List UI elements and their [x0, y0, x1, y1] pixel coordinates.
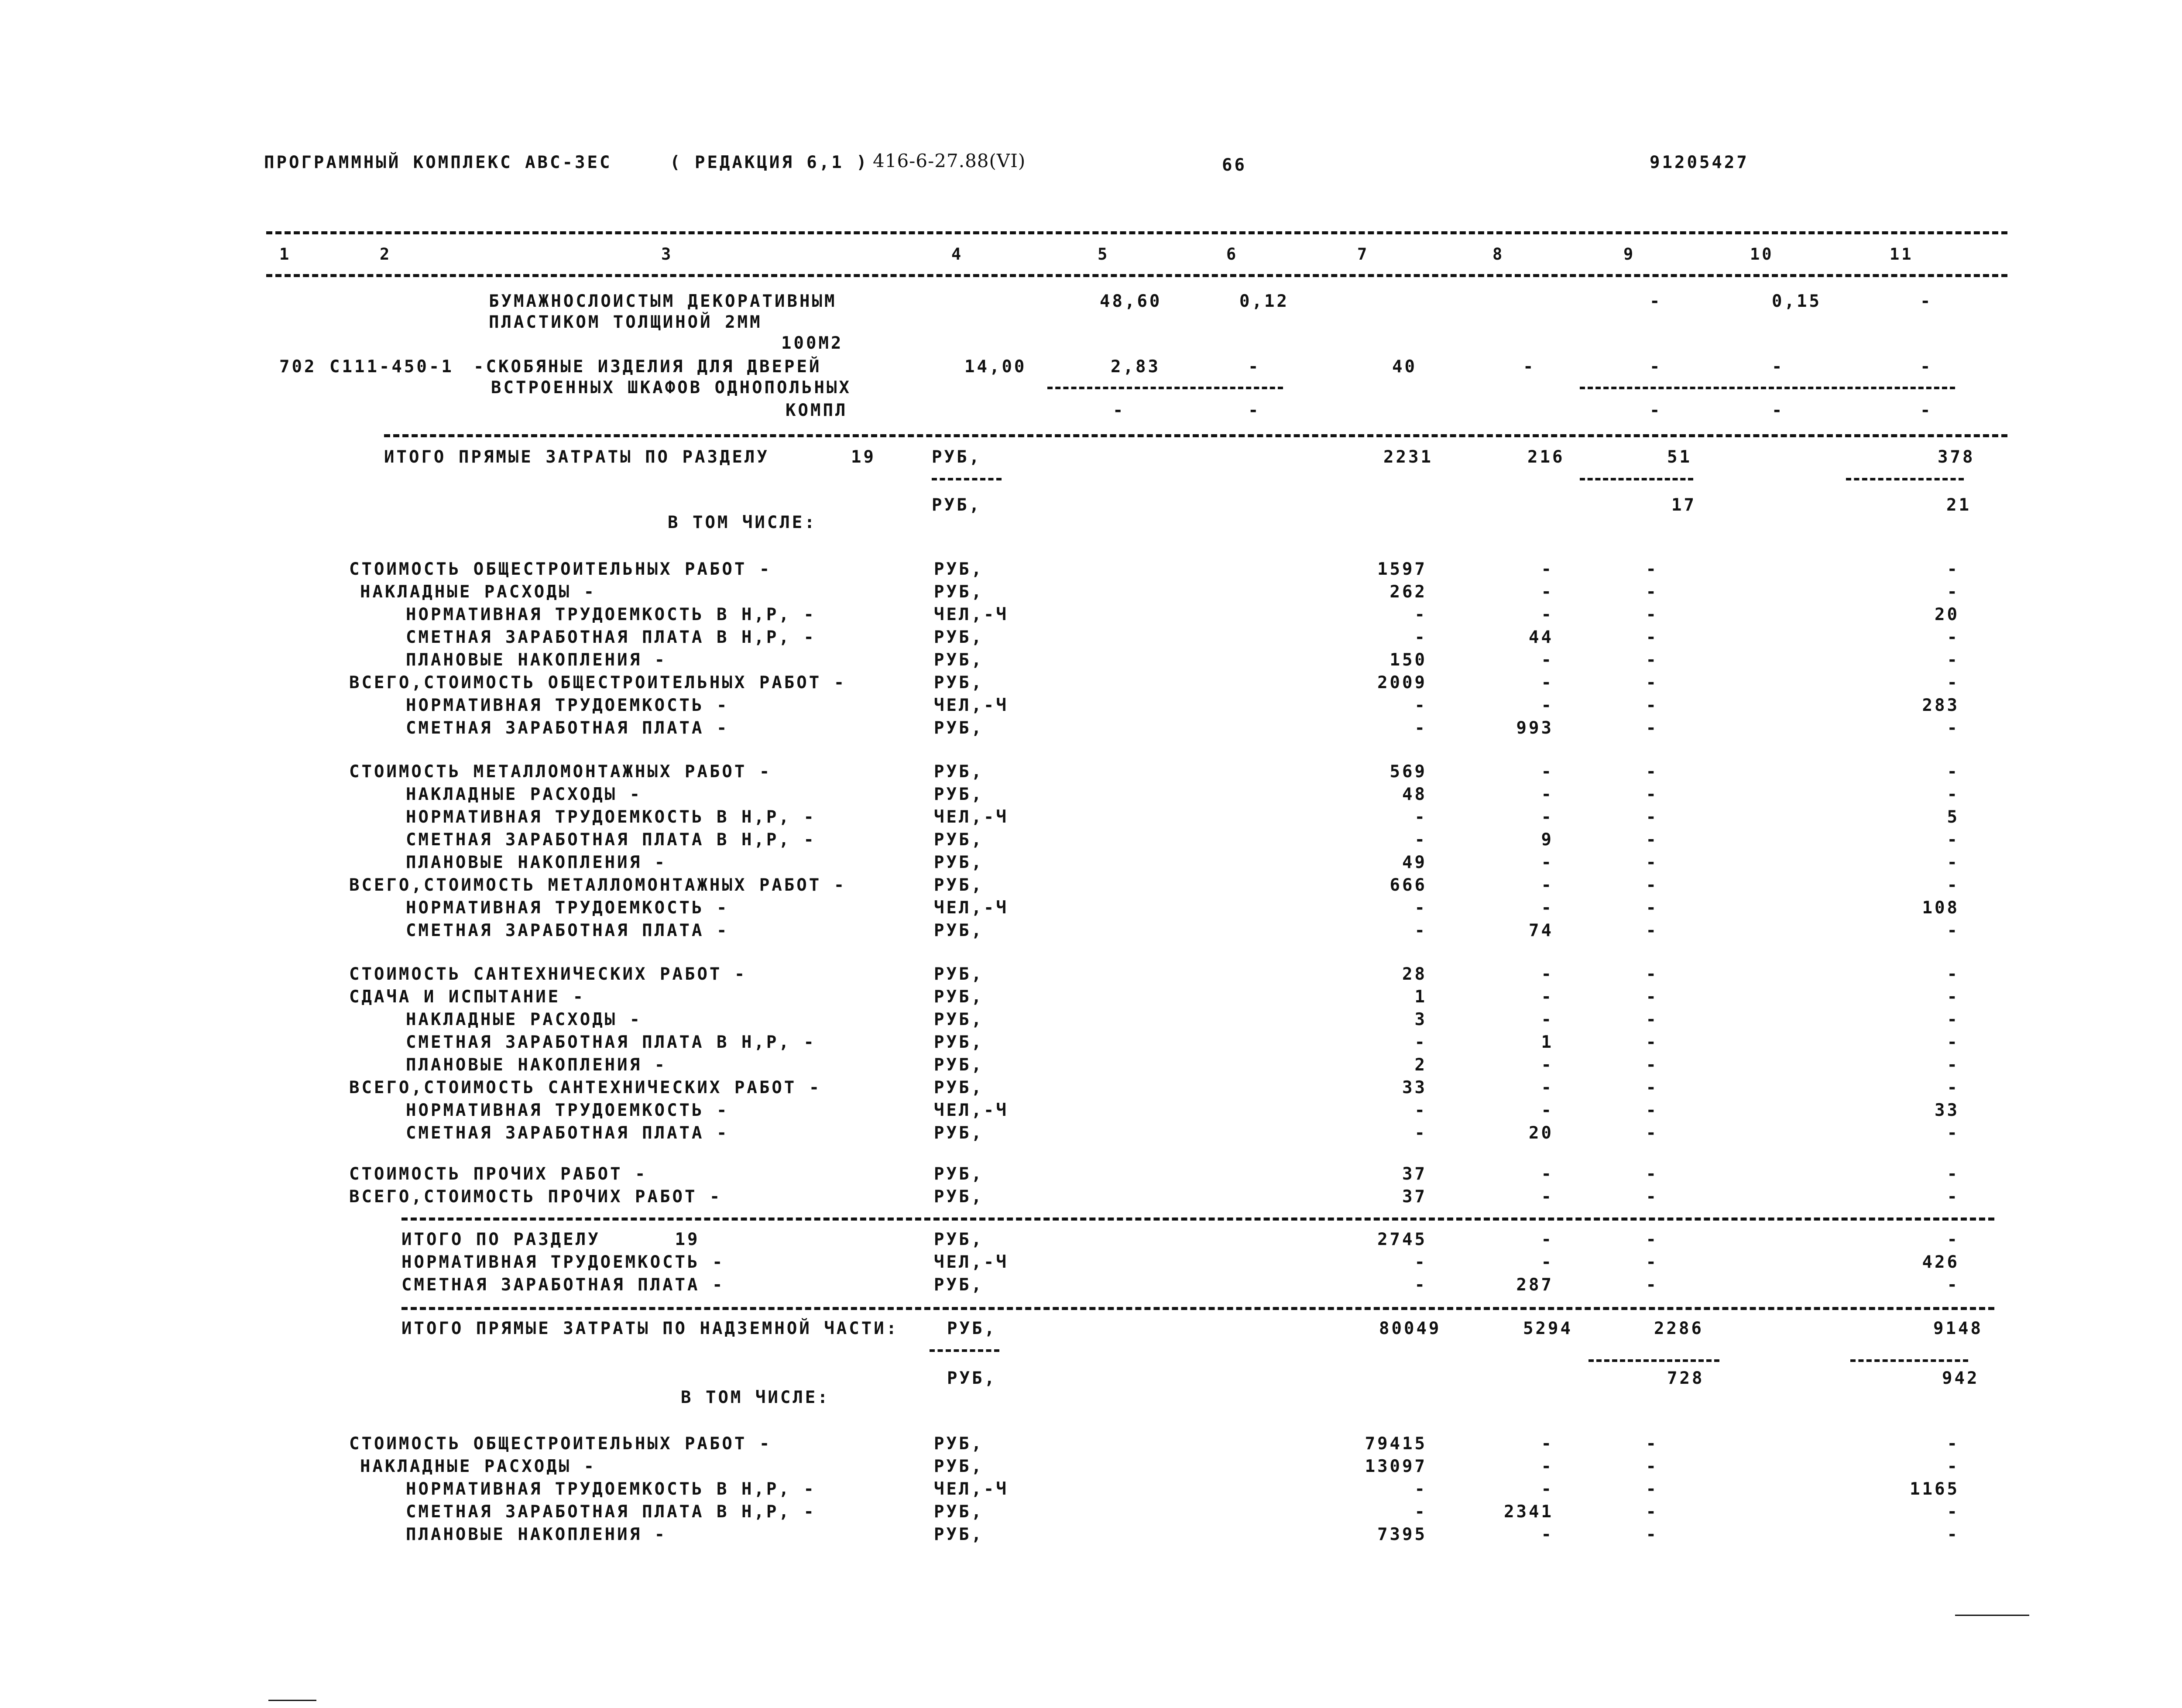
- row-col9: -: [1646, 1230, 1658, 1249]
- bottom-rule-right: [1955, 1615, 2029, 1616]
- row-col9: -: [1646, 650, 1658, 670]
- item-2-sub-col6: -: [1248, 401, 1261, 420]
- separator-header: [266, 274, 2007, 277]
- row-col9: -: [1646, 1123, 1658, 1143]
- row-col9: -: [1646, 559, 1658, 579]
- row-col7: 28: [1402, 964, 1427, 984]
- row-unit: РУБ,: [934, 921, 984, 940]
- row-col11: -: [1947, 628, 1959, 647]
- row-label: НАКЛАДНЫЕ РАСХОДЫ -: [360, 582, 597, 602]
- item-2-sub-col9: -: [1650, 401, 1662, 420]
- row-col7: 2745: [1377, 1230, 1427, 1249]
- item-2-line1: -СКОБЯНЫЕ ИЗДЕЛИЯ ДЛЯ ДВЕРЕЙ: [473, 357, 822, 377]
- row-label: НОРМАТИВНАЯ ТРУДОЕМКОСТЬ В Н,Р, -: [406, 605, 816, 624]
- row-col9: -: [1646, 964, 1658, 984]
- row-col7: -: [1414, 696, 1427, 715]
- col-header-5: 5: [1098, 245, 1110, 264]
- row-label: ПЛАНОВЫЕ НАКОПЛЕНИЯ -: [406, 1525, 667, 1544]
- direct-total-col9: 51: [1667, 447, 1692, 467]
- row-col8: 2341: [1504, 1502, 1554, 1522]
- item-2-sub-col10: -: [1772, 401, 1784, 420]
- row-label: НАКЛАДНЫЕ РАСХОДЫ -: [406, 785, 642, 804]
- row-col11: -: [1947, 1275, 1959, 1295]
- row-col9: -: [1646, 1187, 1658, 1207]
- row-col8: -: [1541, 762, 1554, 782]
- row-col9: -: [1646, 1252, 1658, 1272]
- row-unit: РУБ,: [934, 987, 984, 1007]
- row-col7: 262: [1389, 582, 1427, 602]
- row-col11: -: [1947, 1123, 1959, 1143]
- ground-total-unit-underline: [930, 1349, 999, 1352]
- row-col9: -: [1646, 921, 1658, 940]
- row-label: СМЕТНАЯ ЗАРАБОТНАЯ ПЛАТА -: [406, 921, 729, 940]
- row-col8: -: [1541, 582, 1554, 602]
- row-label: НОРМАТИВНАЯ ТРУДОЕМКОСТЬ -: [406, 696, 729, 715]
- ground-total-col7: 80049: [1379, 1319, 1441, 1338]
- col-header-4: 4: [951, 245, 964, 264]
- ground-total-including: В ТОМ ЧИСЛЕ:: [681, 1388, 830, 1407]
- row-col7: -: [1414, 1275, 1427, 1295]
- row-col11: -: [1947, 718, 1959, 738]
- direct-total-unit: РУБ,: [932, 447, 981, 467]
- row-label: СМЕТНАЯ ЗАРАБОТНАЯ ПЛАТА -: [406, 718, 729, 738]
- row-col9: -: [1646, 673, 1658, 693]
- row-col9: -: [1646, 807, 1658, 827]
- row-col7: 1597: [1377, 559, 1427, 579]
- row-label: НАКЛАДНЫЕ РАСХОДЫ -: [360, 1457, 597, 1476]
- row-col8: -: [1541, 987, 1554, 1007]
- row-col7: -: [1414, 830, 1427, 850]
- row-col8: 287: [1516, 1275, 1554, 1295]
- program-title: ПРОГРАММНЫЙ КОМПЛЕКС АВС-ЗЕС: [264, 153, 612, 172]
- row-label: ВСЕГО,СТОИМОСТЬ САНТЕХНИЧЕСКИХ РАБОТ -: [349, 1078, 822, 1098]
- separator-top: [266, 231, 2007, 234]
- row-label: ПЛАНОВЫЕ НАКОПЛЕНИЯ -: [406, 1055, 667, 1075]
- item-1-col9: -: [1650, 292, 1662, 311]
- row-col9: -: [1646, 1434, 1658, 1454]
- row-unit: РУБ,: [934, 1502, 984, 1522]
- doc-number: 91205427: [1650, 153, 1749, 172]
- item-2-sub-col5: -: [1113, 401, 1125, 420]
- row-col7: 1: [1414, 987, 1427, 1007]
- row-col9: -: [1646, 582, 1658, 602]
- row-col8: 74: [1529, 921, 1554, 940]
- row-unit: РУБ,: [934, 853, 984, 872]
- direct-total-col9b: 17: [1671, 495, 1696, 515]
- row-col11: 33: [1935, 1101, 1959, 1120]
- row-label: НОРМАТИВНАЯ ТРУДОЕМКОСТЬ -: [401, 1252, 725, 1272]
- direct-total-col11-underline: [1846, 478, 1964, 480]
- row-col7: 7395: [1377, 1525, 1427, 1544]
- ground-total-col9b: 728: [1667, 1368, 1705, 1388]
- row-label: СМЕТНАЯ ЗАРАБОТНАЯ ПЛАТА В Н,Р, -: [406, 1032, 816, 1052]
- row-unit: РУБ,: [934, 964, 984, 984]
- row-col11: -: [1947, 1525, 1959, 1544]
- row-unit: РУБ,: [934, 1434, 984, 1454]
- item-2-col5: 2,83: [1111, 357, 1160, 377]
- row-label: ВСЕГО,СТОИМОСТЬ МЕТАЛЛОМОНТАЖНЫХ РАБОТ -: [349, 875, 847, 895]
- direct-total-label: ИТОГО ПРЯМЫЕ ЗАТРАТЫ ПО РАЗДЕЛУ: [384, 447, 769, 467]
- row-col8: -: [1541, 1010, 1554, 1029]
- row-col11: -: [1947, 559, 1959, 579]
- row-col7: -: [1414, 1479, 1427, 1499]
- row-col9: -: [1646, 785, 1658, 804]
- row-col7: -: [1414, 605, 1427, 624]
- row-col7: -: [1414, 1101, 1427, 1120]
- col-header-2: 2: [380, 245, 392, 264]
- row-col11: -: [1947, 762, 1959, 782]
- row-col8: -: [1541, 875, 1554, 895]
- row-col11: 20: [1935, 605, 1959, 624]
- row-col11: -: [1947, 673, 1959, 693]
- direct-total-including: В ТОМ ЧИСЛЕ:: [668, 513, 817, 532]
- row-col7: -: [1414, 807, 1427, 827]
- row-label: ИТОГО ПО РАЗДЕЛУ 19: [401, 1230, 700, 1249]
- row-unit: РУБ,: [934, 785, 984, 804]
- row-unit: РУБ,: [934, 1010, 984, 1029]
- row-unit: ЧЕЛ,-Ч: [934, 605, 1009, 624]
- row-col9: -: [1646, 1479, 1658, 1499]
- row-col9: -: [1646, 898, 1658, 918]
- direct-total-col7: 2231: [1383, 447, 1433, 467]
- item-1-unit: 100М2: [781, 333, 844, 353]
- row-col11: -: [1947, 1457, 1959, 1476]
- item-2-subline-9-11: [1580, 387, 1955, 389]
- row-col7: 3: [1414, 1010, 1427, 1029]
- row-col9: -: [1646, 1010, 1658, 1029]
- row-col8: -: [1541, 605, 1554, 624]
- row-col7: -: [1414, 1502, 1427, 1522]
- row-label: СТОИМОСТЬ МЕТАЛЛОМОНТАЖНЫХ РАБОТ -: [349, 762, 772, 782]
- row-col9: -: [1646, 853, 1658, 872]
- row-col7: 569: [1389, 762, 1427, 782]
- ground-total-col9: 2286: [1654, 1319, 1704, 1338]
- row-label: ВСЕГО,СТОИМОСТЬ ПРОЧИХ РАБОТ -: [349, 1187, 722, 1207]
- row-col8: 9: [1541, 830, 1554, 850]
- row-col8: 993: [1516, 718, 1554, 738]
- item-2-subline-5-6: [1047, 387, 1283, 389]
- row-unit: ЧЕЛ,-Ч: [934, 1252, 1009, 1272]
- row-col8: -: [1541, 559, 1554, 579]
- item-1-line1: БУМАЖНОСЛОИСТЫМ ДЕКОРАТИВНЫМ: [489, 292, 837, 311]
- col-header-10: 10: [1750, 245, 1774, 264]
- item-2-col7: 40: [1392, 357, 1417, 377]
- item-2-code: С111-450-1: [329, 357, 454, 377]
- item-2-unit: КОМПЛ: [786, 401, 848, 420]
- col-header-7: 7: [1357, 245, 1369, 264]
- row-col8: -: [1541, 1101, 1554, 1120]
- row-col7: -: [1414, 1123, 1427, 1143]
- row-col9: -: [1646, 1032, 1658, 1052]
- ground-total-col11-underline: [1850, 1359, 1968, 1362]
- row-col9: -: [1646, 1275, 1658, 1295]
- row-col8: -: [1541, 898, 1554, 918]
- row-col8: 44: [1529, 628, 1554, 647]
- row-unit: РУБ,: [934, 1055, 984, 1075]
- item-2-col6: -: [1248, 357, 1261, 377]
- item-2-col10: -: [1772, 357, 1784, 377]
- row-col8: -: [1541, 650, 1554, 670]
- row-col8: -: [1541, 1078, 1554, 1098]
- row-col7: -: [1414, 628, 1427, 647]
- item-2-col8: -: [1523, 357, 1536, 377]
- row-col8: -: [1541, 964, 1554, 984]
- row-col8: -: [1541, 1479, 1554, 1499]
- row-col11: -: [1947, 785, 1959, 804]
- row-unit: ЧЕЛ,-Ч: [934, 898, 1009, 918]
- direct-total-unit2: РУБ,: [932, 495, 981, 515]
- item-2-col9: -: [1650, 357, 1662, 377]
- row-col7: 49: [1402, 853, 1427, 872]
- row-col7: -: [1414, 898, 1427, 918]
- row-col9: -: [1646, 1457, 1658, 1476]
- row-label: НОРМАТИВНАЯ ТРУДОЕМКОСТЬ -: [406, 898, 729, 918]
- row-unit: РУБ,: [934, 1457, 984, 1476]
- row-col7: 666: [1389, 875, 1427, 895]
- col-header-3: 3: [661, 245, 673, 264]
- ground-total-unit2: РУБ,: [947, 1368, 997, 1388]
- doc-code: 416-6-27.88(VI): [873, 150, 1026, 171]
- row-col7: -: [1414, 1032, 1427, 1052]
- row-unit: РУБ,: [934, 673, 984, 693]
- col-header-8: 8: [1492, 245, 1505, 264]
- row-col7: 37: [1402, 1187, 1427, 1207]
- row-col9: -: [1646, 1101, 1658, 1120]
- row-col11: -: [1947, 1164, 1959, 1184]
- row-col11: -: [1947, 650, 1959, 670]
- row-label: СМЕТНАЯ ЗАРАБОТНАЯ ПЛАТА В Н,Р, -: [406, 830, 816, 850]
- col-header-1: 1: [279, 245, 292, 264]
- row-col9: -: [1646, 628, 1658, 647]
- row-unit: РУБ,: [934, 1032, 984, 1052]
- row-unit: РУБ,: [934, 1078, 984, 1098]
- ground-total-col11b: 942: [1942, 1368, 1980, 1388]
- row-col8: -: [1541, 1457, 1554, 1476]
- item-1-col6: 0,12: [1239, 292, 1289, 311]
- ground-total-col11: 9148: [1933, 1319, 1983, 1338]
- direct-total-section-no: 19: [851, 447, 876, 467]
- row-col7: 79415: [1365, 1434, 1427, 1454]
- bottom-rule-left: [268, 1700, 316, 1701]
- row-col11: 1165: [1910, 1479, 1959, 1499]
- row-col9: -: [1646, 1164, 1658, 1184]
- row-col11: 283: [1922, 696, 1959, 715]
- row-col9: -: [1646, 987, 1658, 1007]
- row-label: СМЕТНАЯ ЗАРАБОТНАЯ ПЛАТА -: [406, 1123, 729, 1143]
- row-col8: -: [1541, 785, 1554, 804]
- row-label: СДАЧА И ИСПЫТАНИЕ -: [349, 987, 586, 1007]
- row-label: СТОИМОСТЬ ОБЩЕСТРОИТЕЛЬНЫХ РАБОТ -: [349, 559, 772, 579]
- row-col11: -: [1947, 1502, 1959, 1522]
- row-label: СТОИМОСТЬ ПРОЧИХ РАБОТ -: [349, 1164, 648, 1184]
- item-1-col11: -: [1920, 292, 1933, 311]
- col-header-9: 9: [1623, 245, 1636, 264]
- separator-ground-total: [401, 1307, 1994, 1310]
- row-col8: -: [1541, 1434, 1554, 1454]
- direct-total-col9-underline: [1580, 478, 1693, 480]
- row-unit: ЧЕЛ,-Ч: [934, 1479, 1009, 1499]
- row-col11: -: [1947, 1032, 1959, 1052]
- edition-label: ( РЕДАКЦИЯ 6,1 ): [670, 153, 869, 172]
- direct-total-col8: 216: [1527, 447, 1565, 467]
- row-label: СМЕТНАЯ ЗАРАБОТНАЯ ПЛАТА -: [401, 1275, 725, 1295]
- row-col8: 1: [1541, 1032, 1554, 1052]
- row-col11: -: [1947, 987, 1959, 1007]
- row-col7: 2: [1414, 1055, 1427, 1075]
- item-2-num: 702: [279, 357, 317, 377]
- row-col9: -: [1646, 718, 1658, 738]
- row-col11: -: [1947, 1187, 1959, 1207]
- row-col9: -: [1646, 605, 1658, 624]
- row-col8: -: [1541, 1187, 1554, 1207]
- item-2-col4: 14,00: [964, 357, 1027, 377]
- row-col7: 13097: [1365, 1457, 1427, 1476]
- row-col7: 150: [1389, 650, 1427, 670]
- row-unit: РУБ,: [934, 559, 984, 579]
- row-col11: 108: [1922, 898, 1959, 918]
- row-col11: -: [1947, 1010, 1959, 1029]
- row-col7: 33: [1402, 1078, 1427, 1098]
- row-col11: -: [1947, 582, 1959, 602]
- row-col7: -: [1414, 921, 1427, 940]
- row-label: СТОИМОСТЬ САНТЕХНИЧЕСКИХ РАБОТ -: [349, 964, 747, 984]
- row-col11: -: [1947, 1434, 1959, 1454]
- row-label: ПЛАНОВЫЕ НАКОПЛЕНИЯ -: [406, 853, 667, 872]
- row-col9: -: [1646, 875, 1658, 895]
- row-col9: -: [1646, 1055, 1658, 1075]
- row-col11: 426: [1922, 1252, 1959, 1272]
- direct-total-col11: 378: [1938, 447, 1975, 467]
- row-col7: -: [1414, 718, 1427, 738]
- ground-total-col8: 5294: [1523, 1319, 1573, 1338]
- row-unit: РУБ,: [934, 1275, 984, 1295]
- col-header-11: 11: [1890, 245, 1914, 264]
- row-label: НАКЛАДНЫЕ РАСХОДЫ -: [406, 1010, 642, 1029]
- row-unit: ЧЕЛ,-Ч: [934, 1101, 1009, 1120]
- direct-total-unit-underline: [932, 478, 1002, 480]
- row-unit: РУБ,: [934, 1230, 984, 1249]
- row-unit: РУБ,: [934, 628, 984, 647]
- row-col8: -: [1541, 1252, 1554, 1272]
- row-col8: -: [1541, 1055, 1554, 1075]
- row-col11: -: [1947, 964, 1959, 984]
- row-col8: -: [1541, 696, 1554, 715]
- row-unit: РУБ,: [934, 830, 984, 850]
- row-col9: -: [1646, 696, 1658, 715]
- row-col9: -: [1646, 1525, 1658, 1544]
- row-label: НОРМАТИВНАЯ ТРУДОЕМКОСТЬ -: [406, 1101, 729, 1120]
- row-unit: РУБ,: [934, 650, 984, 670]
- row-col8: -: [1541, 1230, 1554, 1249]
- row-label: СТОИМОСТЬ ОБЩЕСТРОИТЕЛЬНЫХ РАБОТ -: [349, 1434, 772, 1454]
- row-unit: РУБ,: [934, 875, 984, 895]
- separator-item-end: [384, 434, 2007, 437]
- row-col7: 48: [1402, 785, 1427, 804]
- ground-total-unit: РУБ,: [947, 1319, 997, 1338]
- row-col11: -: [1947, 875, 1959, 895]
- col-header-6: 6: [1226, 245, 1239, 264]
- row-col7: 37: [1402, 1164, 1427, 1184]
- row-col11: -: [1947, 853, 1959, 872]
- row-col9: -: [1646, 830, 1658, 850]
- row-col9: -: [1646, 1502, 1658, 1522]
- row-label: ВСЕГО,СТОИМОСТЬ ОБЩЕСТРОИТЕЛЬНЫХ РАБОТ -: [349, 673, 847, 693]
- row-unit: РУБ,: [934, 1164, 984, 1184]
- row-unit: РУБ,: [934, 1187, 984, 1207]
- row-col8: -: [1541, 853, 1554, 872]
- row-label: СМЕТНАЯ ЗАРАБОТНАЯ ПЛАТА В Н,Р, -: [406, 1502, 816, 1522]
- page-number: 66: [1222, 155, 1247, 175]
- item-2-line2: ВСТРОЕННЫХ ШКАФОВ ОДНОПОЛЬНЫХ: [491, 378, 851, 398]
- item-1-line2: ПЛАСТИКОМ ТОЛЩИНОЙ 2ММ: [489, 312, 762, 332]
- item-2-col11: -: [1920, 357, 1933, 377]
- row-col7: 2009: [1377, 673, 1427, 693]
- row-col11: -: [1947, 1078, 1959, 1098]
- row-col8: -: [1541, 1525, 1554, 1544]
- row-col11: -: [1947, 1230, 1959, 1249]
- ground-total-label: ИТОГО ПРЯМЫЕ ЗАТРАТЫ ПО НАДЗЕМНОЙ ЧАСТИ:: [401, 1319, 899, 1338]
- ground-total-col9-underline: [1588, 1359, 1719, 1362]
- row-col7: -: [1414, 1252, 1427, 1272]
- row-col11: -: [1947, 1055, 1959, 1075]
- item-1-col5: 48,60: [1100, 292, 1162, 311]
- row-col9: -: [1646, 1078, 1658, 1098]
- separator-section-total: [401, 1218, 1994, 1221]
- row-col8: -: [1541, 807, 1554, 827]
- row-unit: РУБ,: [934, 1525, 984, 1544]
- row-col8: -: [1541, 673, 1554, 693]
- item-1-col10: 0,15: [1772, 292, 1822, 311]
- row-label: ПЛАНОВЫЕ НАКОПЛЕНИЯ -: [406, 650, 667, 670]
- row-col9: -: [1646, 762, 1658, 782]
- item-2-sub-col11: -: [1920, 401, 1933, 420]
- row-unit: ЧЕЛ,-Ч: [934, 696, 1009, 715]
- row-unit: РУБ,: [934, 1123, 984, 1143]
- row-label: НОРМАТИВНАЯ ТРУДОЕМКОСТЬ В Н,Р, -: [406, 807, 816, 827]
- row-col11: -: [1947, 830, 1959, 850]
- row-col11: -: [1947, 921, 1959, 940]
- row-col8: 20: [1529, 1123, 1554, 1143]
- row-label: НОРМАТИВНАЯ ТРУДОЕМКОСТЬ В Н,Р, -: [406, 1479, 816, 1499]
- row-label: СМЕТНАЯ ЗАРАБОТНАЯ ПЛАТА В Н,Р, -: [406, 628, 816, 647]
- row-unit: РУБ,: [934, 718, 984, 738]
- row-unit: ЧЕЛ,-Ч: [934, 807, 1009, 827]
- row-col11: 5: [1947, 807, 1959, 827]
- direct-total-col11b: 21: [1946, 495, 1971, 515]
- row-unit: РУБ,: [934, 762, 984, 782]
- row-col8: -: [1541, 1164, 1554, 1184]
- row-unit: РУБ,: [934, 582, 984, 602]
